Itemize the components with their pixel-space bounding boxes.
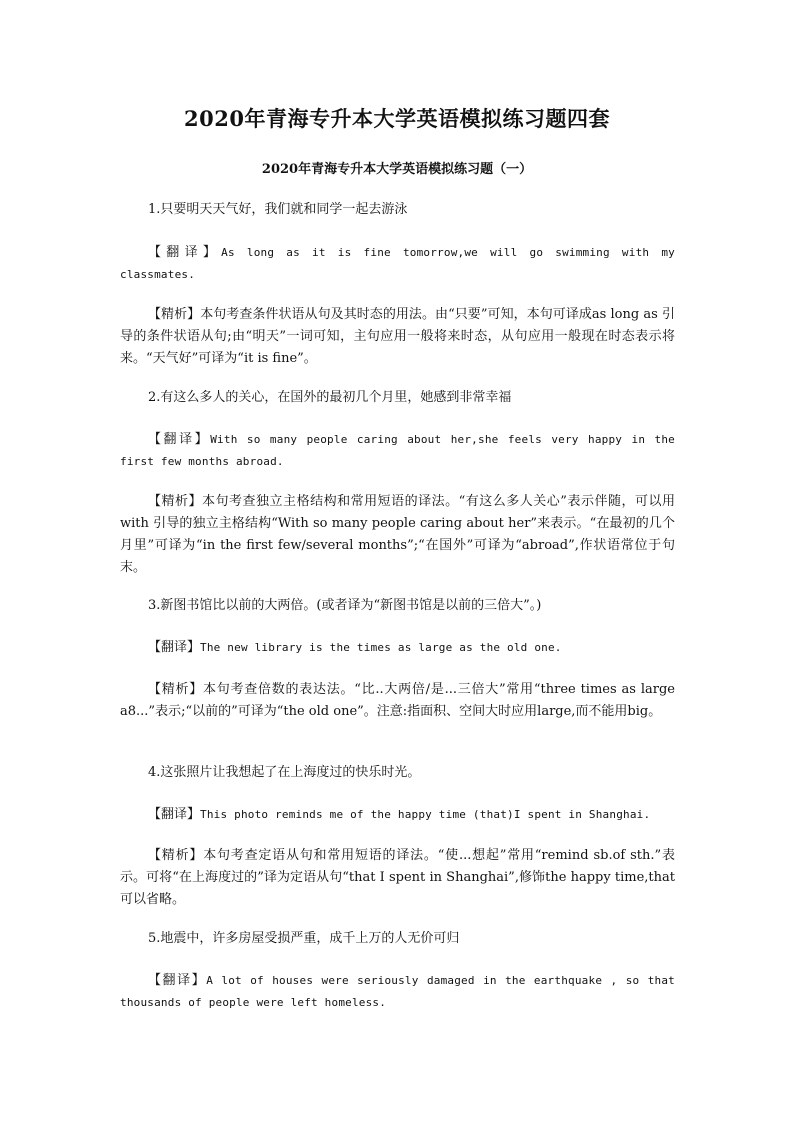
- translation-label: 【翻译】: [148, 640, 201, 655]
- translation-text: A lot of houses were seriously damaged in the earthquake , so that thousands of people were left homeless.: [120, 974, 675, 1009]
- question-1: 1.只要明天天气好，我们就和同学一起去游泳: [148, 202, 408, 217]
- analysis-label: 【精析】: [148, 494, 203, 509]
- document-title: 2020年青海专升本大学英语模拟练习题四套: [184, 106, 610, 131]
- analysis-4: [120, 845, 675, 911]
- analysis-label: 【精析】: [148, 307, 201, 322]
- analysis-3: [120, 679, 675, 723]
- analysis-label: 【精析】: [148, 848, 204, 863]
- document-subtitle: 2020年青海专升本大学英语模拟练习题（一）: [261, 162, 533, 177]
- translation-label: 【翻译】: [148, 973, 207, 988]
- translation-text: As long as it is fine tomorrow,we will go swimming with my classmates.: [120, 246, 675, 281]
- translation-5: [120, 970, 675, 1014]
- translation-3: [120, 637, 675, 659]
- analysis-2: [120, 491, 675, 579]
- analysis-label: 【精析】: [148, 682, 204, 697]
- translation-4: [120, 804, 675, 826]
- translation-1: [120, 242, 675, 286]
- translation-text: This photo reminds me of the happy time (that)I spent in Shanghai.: [200, 808, 651, 821]
- question-4: 4.这张照片让我想起了在上海度过的快乐时光。: [148, 765, 421, 780]
- analysis-text: 本句考查倍数的表达法。“比..大两倍/是...三倍大”常用“three times as large a8...”表示;“以前的”可译为“the old one”。注意:指面积、空间大时应用large,而不能用big。: [120, 682, 675, 719]
- translation-text: The new library is the times as large as the old one.: [200, 641, 562, 654]
- question-5: 5.地震中，许多房屋受损严重，成千上万的人无价可归: [148, 931, 460, 946]
- translation-text: With so many people caring about her,she feels very happy in the first few months abroad.: [120, 433, 675, 468]
- translation-label: 【翻译】: [148, 807, 201, 822]
- analysis-text: 本句考查定语从句和常用短语的译法。“使...想起”常用“remind sb.of sth.”表示。可将“在上海度过的”译为定语从句“that I spent in Shanghai”,修饰the happy time,that 可以省略。: [120, 848, 675, 907]
- analysis-1: [120, 304, 675, 370]
- analysis-text: 本句考查条件状语从句及其时态的用法。由“只要”可知，本句可译成as long as 引导的条件状语从句;由“明天”一词可知，主句应用一般将来时态，从句应用一般现在时态表示将来。“天气好”可译为“it is fine”。: [120, 307, 675, 366]
- translation-label: 【翻译】: [148, 245, 222, 260]
- translation-2: [120, 429, 675, 473]
- translation-label: 【翻译】: [148, 432, 211, 447]
- analysis-text: 本句考查独立主格结构和常用短语的译法。“有这么多人关心”表示伴随，可以用with 引导的独立主格结构“With so many people caring about her”来表示。“在最初的几个月里”可译为“in the first few/several months”;“在国外”可译为“abroad”,作状语常位于句末。: [120, 494, 675, 575]
- question-3: 3.新图书馆比以前的大两倍。(或者译为“新图书馆是以前的三倍大”。): [148, 598, 542, 613]
- question-2: 2.有这么多人的关心，在国外的最初几个月里，她感到非常幸福: [148, 390, 512, 405]
